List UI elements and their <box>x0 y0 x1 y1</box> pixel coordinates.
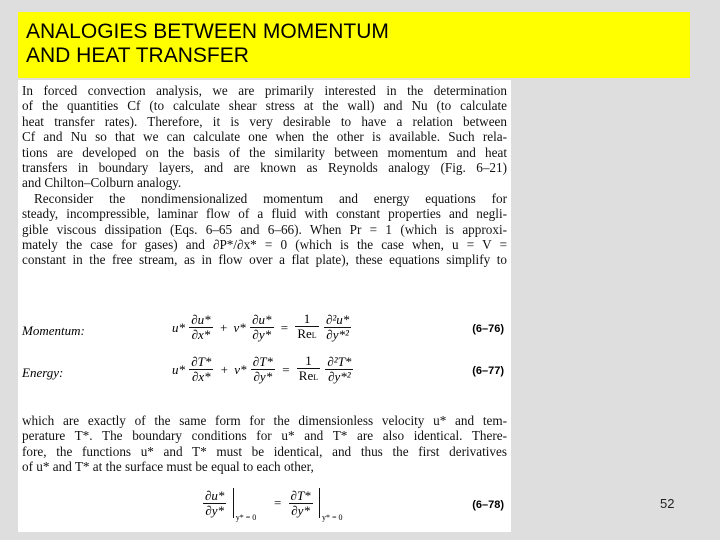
text-line: perature T*. The boundary conditions for u* and T* are also identical. There- <box>22 428 507 444</box>
textbook-page-excerpt <box>18 80 511 532</box>
equation-number: (6–78) <box>472 499 504 511</box>
title-line-1: ANALOGIES BETWEEN MOMENTUM <box>26 20 389 43</box>
text-line: Reconsider the nondimensionalized momentum and energy equations for <box>34 190 507 206</box>
equation-body: u* $\frac{\partial T*}{\partial x*}$ + v* $\frac{\partial T*}{\partial y*}$ = $\frac{1}{\text{ReL}}$ $\frac{\text{∂²T*}}{\text{∂y*²}}$ <box>172 353 352 384</box>
text-line: steady, incompressible, laminar flow of a fluid with constant properties and negli- <box>22 206 507 222</box>
text-line: Cf and Nu so that we can calculate one when the other is available. Such rela- <box>22 129 507 145</box>
text-line: heat transfer rates). Therefore, it is very desirable to have a relation between <box>22 113 507 129</box>
boundary-derivative-equation <box>22 488 507 528</box>
equation-body: u* $\frac{\partial u*}{\partial x*}$ + v* $\frac{\partial u*}{\partial y*}$ = $\frac{1}{\text{ReL}}$ $\frac{\text{∂²u*}}{\text{∂y*²}}$ <box>172 311 350 342</box>
conclusion-paragraph <box>22 413 507 475</box>
slide-title <box>26 20 389 68</box>
text-line: tions are developed on the basis of the similarity between momentum and heat <box>22 144 507 160</box>
text-line: which are exactly of the same form for the dimensionless velocity u* and tem- <box>22 413 507 428</box>
text-line: mately the case for gases) and ∂P*/∂x* = 0 (which is the case when, u = V = <box>22 237 507 253</box>
equation-label: Energy: <box>22 365 64 380</box>
title-line-2: AND HEAT TRANSFER <box>26 44 249 67</box>
equation-label: Momentum: <box>22 323 85 338</box>
text-line: gible viscous dissipation (Eqs. 6–65 and 6–66). When Pr = 1 (which is approxi- <box>22 221 507 237</box>
text-line: of u* and T* at the surface must be equal to each other, <box>22 459 314 475</box>
text-line: constant in the free stream, as in flow over a flat plate), these equations simplify to <box>22 252 507 268</box>
equation-body: $\frac{\partial u*}{\partial y*}$ y* = 0 = $\frac{\partial T*}{\partial y*}$ y* = 0 <box>202 488 354 528</box>
equation-number: (6–76) <box>472 323 504 335</box>
text-line: and Chilton–Colburn analogy. <box>22 175 182 191</box>
momentum-equation <box>22 312 507 352</box>
text-line: transfers in boundary layers, and are known as Reynolds analogy (Fig. 6–21) <box>22 160 507 176</box>
intro-paragraph <box>22 83 507 268</box>
text-line: of the quantities Cf (to calculate shear stress at the wall) and Nu (to calculate <box>22 98 507 114</box>
energy-equation <box>22 354 507 394</box>
text-line: fore, the functions u* and T* must be identical, and thus the first derivatives <box>22 443 507 459</box>
text-line: In forced convection analysis, we are primarily interested in the determination <box>22 83 507 98</box>
title-banner <box>18 12 690 78</box>
slide-number: 52 <box>660 496 675 511</box>
equation-number: (6–77) <box>472 365 504 377</box>
